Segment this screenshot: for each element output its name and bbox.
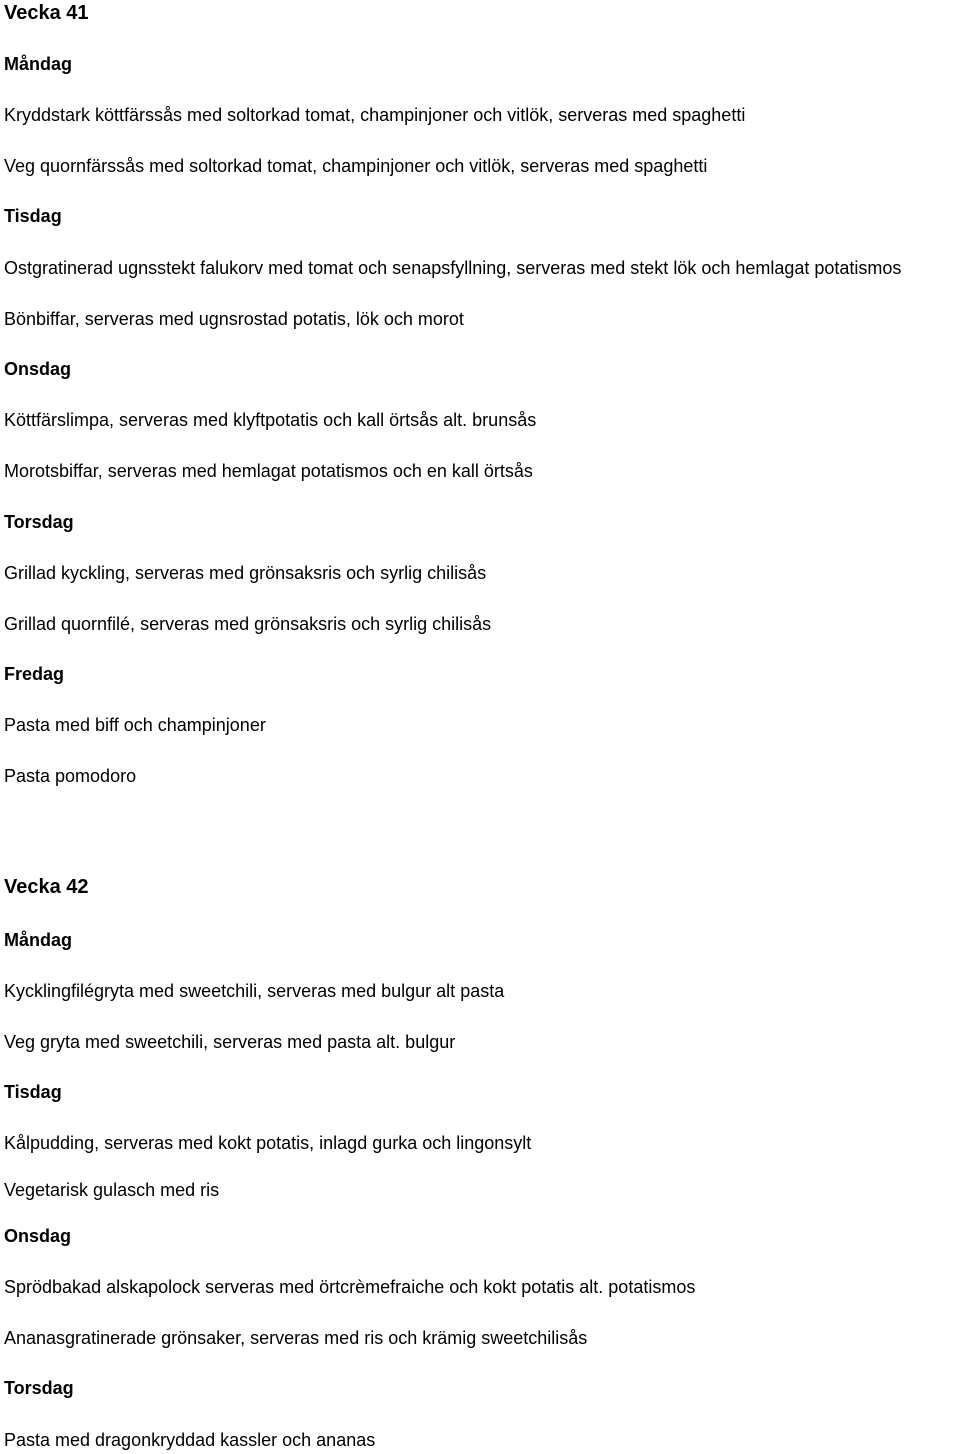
week-title: Vecka 42 bbox=[4, 876, 89, 898]
menu-item: Sprödbakad alskapolock serveras med örtcrèmefraiche och kokt potatis alt. potatismos bbox=[4, 1277, 696, 1297]
day-heading-torsdag: Torsdag bbox=[4, 1378, 74, 1398]
menu-item: Pasta pomodoro bbox=[4, 766, 137, 786]
menu-item: Grillad kyckling, serveras med grönsaksris och syrlig chilisås bbox=[4, 563, 487, 583]
menu-item: Veg quornfärssås med soltorkad tomat, champinjoner och vitlök, serveras med spaghetti bbox=[4, 156, 708, 176]
menu-item: Ananasgratinerade grönsaker, serveras med ris och krämig sweetchilisås bbox=[4, 1328, 588, 1348]
menu-item: Veg gryta med sweetchili, serveras med pasta alt. bulgur bbox=[4, 1032, 456, 1052]
menu-item: Kryddstark köttfärssås med soltorkad tomat, champinjoner och vitlök, serveras med spaghetti bbox=[4, 105, 746, 125]
menu-item: Bönbiffar, serveras med ugnsrostad potatis, lök och morot bbox=[4, 309, 464, 329]
menu-item: Vegetarisk gulasch med ris bbox=[4, 1180, 220, 1200]
week-title: Vecka 41 bbox=[4, 2, 89, 24]
menu-item: Grillad quornfilé, serveras med grönsaksris och syrlig chilisås bbox=[4, 614, 492, 634]
menu-item: Pasta med biff och champinjoner bbox=[4, 715, 266, 735]
day-heading-tisdag: Tisdag bbox=[4, 206, 62, 226]
menu-item: Köttfärslimpa, serveras med klyftpotatis och kall örtsås alt. brunsås bbox=[4, 410, 537, 430]
day-heading-onsdag: Onsdag bbox=[4, 1226, 72, 1246]
day-heading-tisdag: Tisdag bbox=[4, 1082, 62, 1102]
menu-item: Ostgratinerad ugnsstekt falukorv med tomat och senapsfyllning, serveras med stekt lök och hemlagat potatismos bbox=[4, 258, 902, 278]
day-heading-fredag: Fredag bbox=[4, 664, 65, 684]
day-heading-onsdag: Onsdag bbox=[4, 359, 72, 379]
day-heading-mandag: Måndag bbox=[4, 930, 73, 950]
day-heading-mandag: Måndag bbox=[4, 54, 73, 74]
day-heading-torsdag: Torsdag bbox=[4, 512, 74, 532]
menu-item: Morotsbiffar, serveras med hemlagat potatismos och en kall örtsås bbox=[4, 461, 533, 481]
menu-item: Pasta med dragonkryddad kassler och ananas bbox=[4, 1430, 376, 1450]
menu-item: Kycklingfilégryta med sweetchili, serveras med bulgur alt pasta bbox=[4, 981, 505, 1001]
menu-item: Kålpudding, serveras med kokt potatis, inlagd gurka och lingonsylt bbox=[4, 1133, 532, 1153]
